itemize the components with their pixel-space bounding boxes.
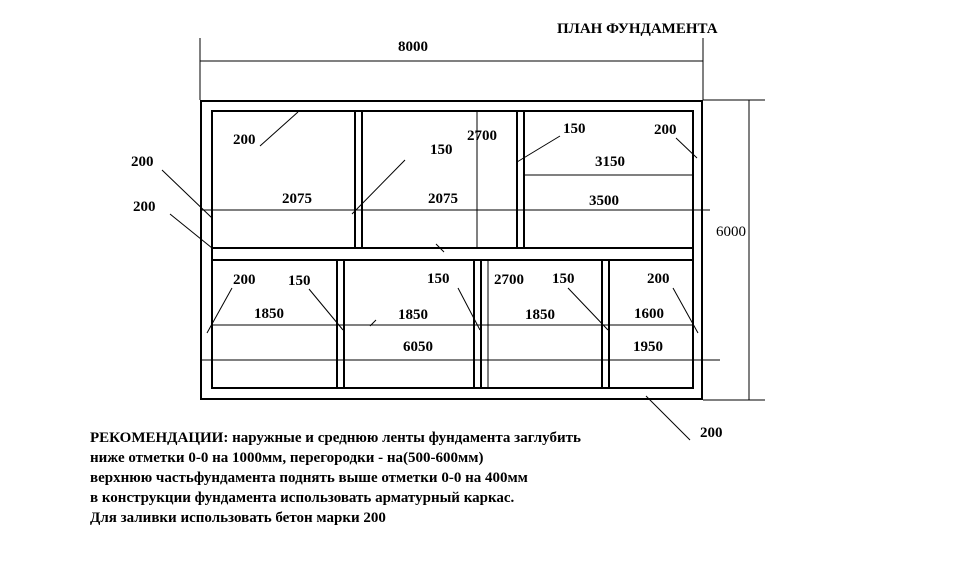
left-wall-200-label-b: 200	[133, 199, 156, 215]
bottom-wall-200-label: 200	[233, 272, 256, 288]
top-partition-2	[517, 111, 524, 248]
bottom-partition-3	[602, 260, 609, 388]
top-room3-outer-label: 3500	[589, 193, 619, 209]
overall-length-dimension	[200, 38, 703, 100]
top-room2-length-label: 2075	[428, 191, 458, 207]
plan-title: ПЛАН ФУНДАМЕНТА	[557, 21, 718, 37]
overall-width-label: 6000	[716, 224, 746, 240]
top-partition-1	[355, 111, 362, 248]
recommendations-line-4: в конструкции фундамента использовать арматурный каркас.	[90, 490, 515, 506]
bottom-depth-2700-label: 2700	[494, 272, 524, 288]
bottom-row-dimension-lines	[200, 260, 720, 388]
bottom-partition-2	[474, 260, 481, 388]
bottom-room3-length-label: 1850	[525, 307, 555, 323]
middle-strip	[212, 248, 693, 260]
bottom-span-6050-label: 6050	[403, 339, 433, 355]
bottom-partition-150-label-b: 150	[427, 271, 450, 287]
top-wall-200-label: 200	[233, 132, 256, 148]
recommendations-line-2: ниже отметки 0-0 на 1000мм, перегородки - на(500-600мм)	[90, 450, 484, 466]
top-right-150-label: 150	[563, 121, 586, 137]
bottom-room1-length-label: 1850	[254, 306, 284, 322]
bottom-partition-150-label-a: 150	[288, 273, 311, 289]
inner-wall-contour	[212, 111, 693, 388]
overall-length-label: 8000	[398, 39, 428, 55]
bottom-right-200-label: 200	[647, 271, 670, 287]
bottom-partition-150-label-c: 150	[552, 271, 575, 287]
recommendations-line-5: Для заливки использовать бетон марки 200	[90, 510, 386, 526]
top-depth-2700-label: 2700	[467, 128, 497, 144]
bottom-room4-inner-label: 1600	[634, 306, 664, 322]
left-wall-200-label-a: 200	[131, 154, 154, 170]
bottom-room2-length-label: 1850	[398, 307, 428, 323]
recommendations-heading: РЕКОМЕНДАЦИИ:	[90, 430, 229, 446]
recommendations-block	[90, 428, 730, 528]
bottom-room4-outer-label: 1950	[633, 339, 663, 355]
recommendations-line-1: РЕКОМЕНДАЦИИ: наружные и среднюю ленты фундамента заглубить	[90, 430, 581, 446]
top-room3-inner-label: 3150	[595, 154, 625, 170]
recommendations-line-3: верхнюю частьфундамента поднять выше отметки 0-0 на 400мм	[90, 470, 528, 486]
overall-width-dimension	[703, 100, 765, 400]
bottom-wall-200-callout: 200	[700, 425, 723, 441]
top-partition-150-label: 150	[430, 142, 453, 158]
top-room1-length-label: 2075	[282, 191, 312, 207]
top-right-200-label: 200	[654, 122, 677, 138]
